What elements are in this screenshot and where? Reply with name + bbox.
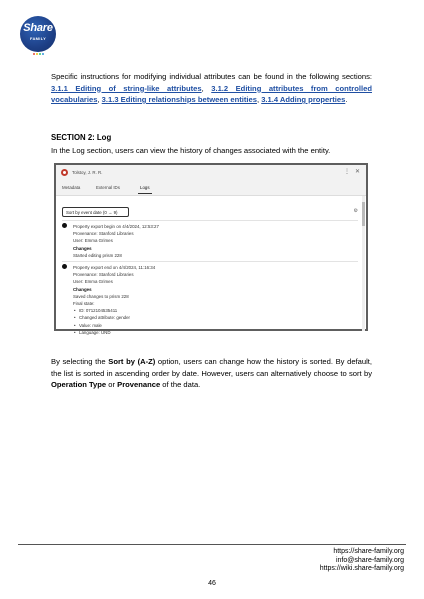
bold-provenance: Provenance (117, 380, 161, 389)
intro-end: . (345, 95, 348, 104)
entry-changes-heading: Changes (73, 286, 92, 292)
link-3-1-3[interactable]: 3.1.3 Editing relationships between entities (101, 95, 257, 104)
entry-changes-heading: Changes (73, 245, 92, 251)
outro-text: By selecting the (51, 357, 109, 366)
link-3-1-4[interactable]: 3.1.4 Adding properties (261, 95, 346, 104)
outro-text: option, users can change how the history is sorted. By default, the list is sorted in ascending order by date. However, users can alternatively choose to sort by (51, 357, 372, 378)
section-text: In the Log section, users can view the history of changes associated with the entity. (51, 146, 331, 155)
page-number: 46 (208, 580, 216, 587)
divider (62, 220, 358, 221)
entry-change: Saved changes to prism 228 (73, 293, 129, 299)
tab-external-ids[interactable]: External IDs (96, 185, 120, 190)
entry-event: Property export end on 4/4/2024, 11:16:34 (73, 265, 156, 270)
footer-wiki[interactable]: https://wiki.share-family.org (319, 565, 404, 572)
entry-detail: • ID: 0712104535411 (73, 307, 155, 314)
sort-dropdown[interactable] (62, 207, 129, 217)
scrollbar[interactable] (362, 196, 365, 331)
sort-label: Sort by event date (0 → 9) (66, 210, 118, 216)
entity-tabs (56, 181, 366, 196)
log-screenshot (54, 163, 368, 335)
more-options-icon[interactable]: ⋮ (344, 169, 350, 175)
tab-logs[interactable]: Logs (140, 185, 150, 190)
footer-divider (18, 544, 406, 545)
entry-change: Started editing prism 228 (73, 252, 122, 258)
record-icon (61, 169, 68, 176)
close-icon[interactable]: ✕ (354, 169, 360, 175)
outro-text: of the data. (160, 380, 201, 389)
entry-provenance: Provenance: Stanford Libraries (73, 231, 134, 237)
tab-metadata[interactable]: Metadata (62, 185, 81, 190)
entry-event: Property export begin on 4/4/2024, 12:53:27 (73, 224, 159, 229)
link-3-1-2[interactable]: 3.1.2 Editing attributes from controlled vocabularies (51, 83, 372, 104)
entry-bullet-icon (62, 223, 67, 228)
intro-paragraph (51, 71, 372, 106)
entry-lines (73, 264, 155, 336)
entry-detail: • Changed attribute: gender (73, 314, 155, 321)
entry-detail: • Language: UND (73, 329, 155, 336)
intro-sep: , (97, 95, 102, 104)
section-heading: SECTION 2: Log (51, 133, 112, 142)
logo-word-share: Share (23, 22, 53, 34)
divider (62, 261, 358, 262)
footer-email[interactable]: info@share-family.org (335, 556, 404, 564)
entry-user: User: Emma Grimes (73, 279, 113, 285)
share-family-logo (20, 16, 56, 52)
entry-user: User: Emma Grimes (73, 238, 113, 244)
entry-final-state: Final state: (73, 300, 95, 306)
logo-dot (42, 53, 44, 55)
intro-text: Specific instructions for modifying individual attributes can be found in the following sections: (51, 72, 372, 81)
entry-bullet-icon (62, 264, 67, 269)
entry-provenance: Provenance: Stanford Libraries (73, 272, 134, 278)
sort-description (51, 356, 372, 391)
logo-word-family: FAMILY (29, 36, 47, 41)
entry-detail: • Value: male (73, 322, 155, 329)
entity-title: Tolstoy, J. R. R. (72, 169, 103, 175)
bold-sort-by: Sort by (A-Z) (108, 357, 156, 366)
logo-dot (36, 53, 38, 55)
entry-lines (73, 223, 159, 259)
footer-website[interactable]: https://share-family.org (333, 548, 404, 555)
scrollbar-thumb[interactable] (362, 202, 365, 226)
link-3-1-1[interactable]: 3.1.1 Editing of string-like attributes (51, 83, 202, 93)
entity-titlebar (56, 165, 366, 181)
footer-links (320, 548, 404, 574)
logo-dots (32, 42, 46, 45)
intro-sep: , (256, 95, 262, 104)
intro-sep: , (201, 83, 212, 93)
settings-icon[interactable]: ⚙ (353, 208, 358, 214)
logo-dot (33, 53, 35, 55)
logo-dot (39, 53, 41, 55)
outro-text: or (106, 380, 118, 389)
bold-operation-type: Operation Type (51, 380, 107, 389)
